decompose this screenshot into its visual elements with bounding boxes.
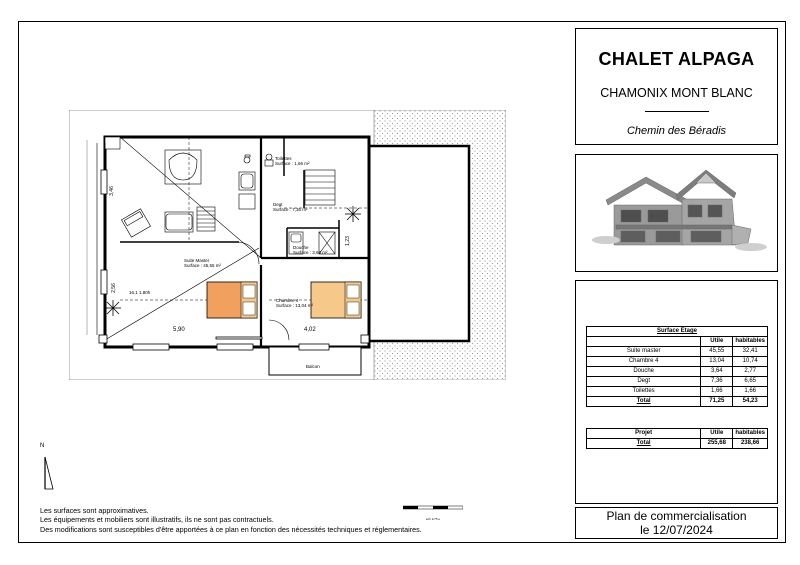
room-label-toilettes (275, 156, 310, 166)
project-table (586, 428, 768, 449)
room-surface: Surface : 1,66 m² (275, 161, 310, 166)
room-surface: Surface : 7,36 m² (273, 207, 308, 212)
total-utile: 255,68 (701, 439, 733, 449)
roof-void (369, 146, 469, 341)
chalet-render-image (575, 154, 778, 272)
scale-label: éch 1/75 e (425, 517, 440, 521)
col-header-utile: Utile (701, 429, 733, 439)
empty-header-cell (587, 337, 701, 347)
table-row (587, 357, 768, 367)
row-name: Douche (587, 367, 701, 377)
divider (645, 111, 709, 112)
total-habitables: 54,23 (733, 397, 768, 407)
total-row (587, 397, 768, 407)
total-row (587, 439, 768, 449)
room-name: Douche (293, 245, 309, 250)
footer-title: Plan de commercialisation (606, 509, 747, 523)
row-name: Chambre 4 (587, 357, 701, 367)
footer-box (575, 507, 778, 539)
row-name: Toilettes (587, 387, 701, 397)
north-arrow-icon (39, 449, 61, 494)
dimension-label: 3,46 (108, 186, 115, 196)
footer-date: le 12/07/2024 (640, 523, 713, 537)
room-label-degt (273, 202, 308, 212)
row-name: Suite master (587, 347, 701, 357)
project-title: CHALET ALPAGA (598, 49, 755, 69)
floor-plan (69, 110, 506, 380)
dimension-label: 2,56 (110, 283, 117, 293)
title-block (575, 28, 778, 145)
row-habitables: 32,41 (733, 347, 768, 357)
surface-panel (575, 280, 778, 504)
room-name: Suite Master (184, 258, 210, 263)
col-header-utile: Utile (701, 337, 733, 347)
row-habitables: 10,74 (733, 357, 768, 367)
total-utile: 71,25 (701, 397, 733, 407)
room-surface: Surface : 3,64 m² (293, 250, 328, 255)
surface-table (586, 326, 768, 407)
room-label-suite-master (184, 258, 221, 268)
table-row (587, 367, 768, 377)
floor-plan-drawing (69, 110, 506, 380)
row-utile: 3,64 (701, 367, 733, 377)
note-line: Les équipements et mobiliers sont illustratifs, ils ne sont pas contractuels. (40, 515, 274, 525)
table-row (587, 347, 768, 357)
row-utile: 7,36 (701, 377, 733, 387)
room-surface: Surface : 13,04 m² (276, 303, 314, 308)
balcony-label: Balcon (306, 364, 320, 369)
notes (40, 506, 422, 534)
row-utile: 1,66 (701, 387, 733, 397)
slope-label: 16.1 1.80h (129, 290, 151, 295)
note-line: Des modifications sont susceptibles d'être apportées à ce plan en fonction des nécessités techniques et réglementaires. (40, 524, 422, 534)
dimension-label: 1,23 (344, 236, 351, 246)
col-header-habitables: habitables (733, 337, 768, 347)
row-habitables: 6,65 (733, 377, 768, 387)
note-line: Les surfaces sont approximatives. (40, 506, 149, 515)
north-arrow (39, 443, 61, 499)
col-header-habitables: habitables (733, 429, 768, 439)
total-habitables: 238,66 (733, 439, 768, 449)
row-habitables: 1,66 (733, 387, 768, 397)
project-location: CHAMONIX MONT BLANC (600, 86, 753, 100)
room-surface: Surface : 45,55 m² (184, 263, 222, 268)
row-habitables: 2,77 (733, 367, 768, 377)
total-label: Total (587, 439, 701, 449)
row-name: Degt (587, 377, 701, 387)
room-name: Chambre 4 (276, 298, 299, 303)
north-label: N (40, 443, 45, 449)
table-row (587, 377, 768, 387)
row-utile: 45,55 (701, 347, 733, 357)
project-label: Projet (587, 429, 701, 439)
room-name: Toilettes (275, 156, 292, 161)
total-label: Total (587, 397, 701, 407)
dimension-label: 5,90 (173, 327, 185, 333)
room-label-chambre4 (276, 298, 313, 308)
surface-table-title: Surface Etage (587, 327, 768, 337)
project-street: Chemin des Béradis (626, 125, 727, 137)
row-utile: 13,04 (701, 357, 733, 367)
room-name: Degt (273, 202, 283, 207)
chalet-illustration (576, 155, 777, 271)
dimension-label: 4,02 (304, 327, 316, 333)
room-label-douche (293, 245, 328, 255)
table-row (587, 387, 768, 397)
balcony (269, 347, 361, 375)
